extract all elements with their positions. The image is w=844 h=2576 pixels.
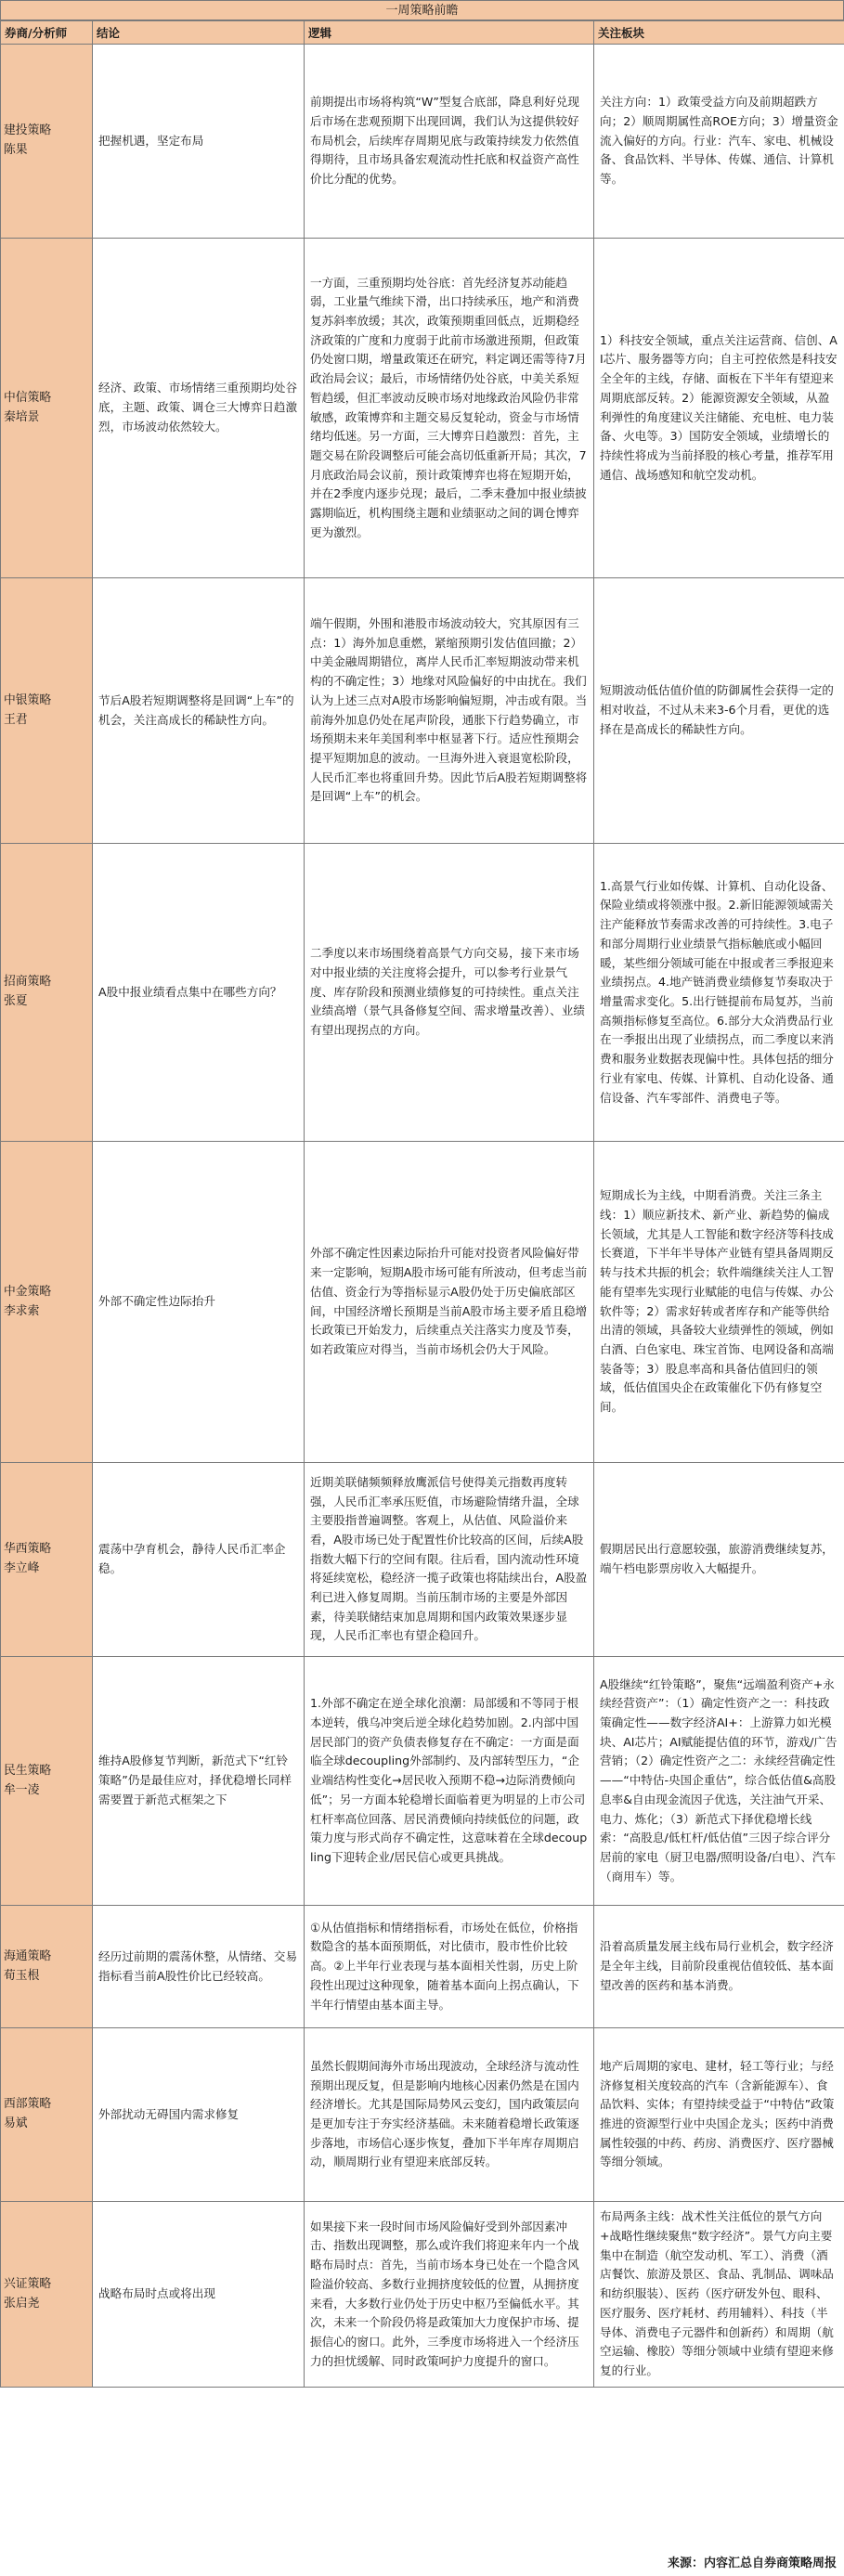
analyst-name: 陈果	[4, 143, 28, 157]
logic-cell: 如果接下来一段时间市场风险偏好受到外部因素冲击、指数出现调整，那么或许我们将迎来年内一个战略布局时点：首先，当前市场本身已处在一个隐含风险溢价较高、多数行业拥挤度较低的位置，从拥挤度来看，大多数行业仍处于历史中枢乃至偏低水平。其次，未来一个阶段仍将是政策加大力度保护市场、提振信心的窗口。此外，三季度市场将进入一个经济压力的担忧缓解、同时政策呵护力度提升的窗口。	[305, 2202, 594, 2388]
firm-name: 中信策略	[4, 390, 52, 405]
focus-cell: 1）科技安全领域，重点关注运营商、信创、AI芯片、服务器等方向；自主可控依然是科技安全全年的主线，存储、面板在下半年有望迎来周期底部反转。2）能源资源安全领域，从盈利弹性的角度建议关注储能、充电桩、电力装备、火电等。3）国防安全领域，业绩增长的持续性将成为当前择股的核心考量，推荐军用通信、战场感知和航空发动机。	[594, 239, 844, 578]
table-row	[1, 45, 844, 239]
firm-name: 招商策略	[4, 975, 52, 990]
focus-cell: 沿着高质量发展主线布局行业机会，数字经济是全年主线，目前阶段重视估值较低、基本面望改善的医药和基本消费。	[594, 1906, 844, 2028]
conclusion-cell: 外部不确定性边际抬升	[93, 1142, 305, 1463]
firm-cell	[1, 844, 93, 1142]
firm-cell	[1, 1463, 93, 1657]
header-conclusion: 结论	[93, 21, 305, 45]
focus-cell: 1.高景气行业如传媒、计算机、自动化设备、保险业绩或将领涨中报。2.新旧能源领域需关注产能释放节奏需求改善的可持续性。3.电子和部分周期行业业绩景气指标触底或小幅回暖，某些细分领域可能在中报或者三季报迎来业绩拐点。4.地产链消费业绩修复节奏取决于增量需求变化。5.出行链提前布局复苏，当前高频指标修复至高位。6.部分大众消费品行业在一季报出出现了业绩拐点，而二季度以来消费和服务业数据表现偏中性。具体包括的细分行业有家电、传媒、计算机、自动化设备、通信设备、汽车零部件、消费电子等。	[594, 844, 844, 1142]
logic-cell: 二季度以来市场围绕着高景气方向交易，接下来市场对中报业绩的关注度将会提升，可以参考行业景气度、库存阶段和预测业绩修复的可持续性。重点关注业绩高增（景气具备修复空间、需求增量改善）、业绩有望出现拐点的方向。	[305, 844, 594, 1142]
firm-cell	[1, 2202, 93, 2388]
logic-cell: 端午假期，外围和港股市场波动较大，究其原因有三点：1）海外加息重燃，紧缩预期引发估值回撤；2）中美金融周期错位，离岸人民币汇率短期波动带来机构的不确定性；3）地缘对风险偏好的中由扰在。我们认为上述三点对A股市场影响偏短期，冲击或有限。当前海外加息仍处在尾声阶段，通胀下行趋势确立，市场预期未来年美国利率中枢显著下行。适应性预期会提平短期加息的波动。一旦海外进入衰退宽松阶段，人民币汇率也将重回升势。因此节后A股若短期调整将是回调“上车”的机会。	[305, 578, 594, 844]
conclusion-cell: 维持A股修复节判断，新范式下“红铃策略”仍是最佳应对，择优稳增长同样需要置于新范式框架之下	[93, 1657, 305, 1906]
strategy-table	[0, 20, 844, 2388]
table-row	[1, 578, 844, 844]
firm-cell	[1, 45, 93, 239]
table-row	[1, 239, 844, 578]
focus-cell: 布局两条主线：战术性关注低位的景气方向+战略性继续聚焦“数字经济”。景气方向主要集中在制造（航空发动机、军工）、消费（酒店餐饮、旅游及景区、食品、乳制品、调味品和纺织服装）、医药（医疗研发外包、眼科、医疗服务、医疗耗材、药用辅料）、科技（半导体、消费电子元器件和创新药）和周期（航空运输、橡胶）等细分领域中业绩有望迎来修复的行业。	[594, 2202, 844, 2388]
source-note: 来源：内容汇总自券商策略周报	[667, 2557, 837, 2570]
focus-cell: 假期居民出行意愿较强，旅游消费继续复苏，端午档电影票房收入大幅提升。	[594, 1463, 844, 1657]
logic-cell: ①从估值指标和情绪指标看，市场处在低位，价格指数隐含的基本面预期低，对比债市，股市性价比较高。②上半年行业表现与基本面相关性弱，历史上阶段性出现过这种现象，随着基本面向上拐点确认，下半年行情望由基本面主导。	[305, 1906, 594, 2028]
analyst-name: 牟一凌	[4, 1782, 40, 1797]
conclusion-cell: 震荡中孕育机会，静待人民币汇率企稳。	[93, 1463, 305, 1657]
analyst-name: 张启尧	[4, 2296, 40, 2311]
logic-cell: 1.外部不确定在逆全球化浪潮：局部缓和不等同于根本逆转，俄乌冲突后逆全球化趋势加剧。2.内部中国居民部门的资产负债表修复存在不确定：一方面是面临全球decoupling外部制约、及内部转型压力，“企业端结构性变化→居民收入预期不稳→边际消费倾向低”；另一方面本轮稳增长面临着更为明显的上市公司杠杆率高位回落、居民消费倾向持续低位的问题，政策力度与形式尚存不确定性，这意味着在全球decoupling下迎转企业/居民信心或更具挑战。	[305, 1657, 594, 1906]
firm-name: 民生策略	[4, 1763, 52, 1778]
firm-cell	[1, 2028, 93, 2202]
firm-name: 中金策略	[4, 1284, 52, 1299]
focus-cell: 短期波动低估值价值的防御属性会获得一定的相对收益，不过从未来3-6个月看，更优的选择在是高成长的稀缺性方向。	[594, 578, 844, 844]
table-row	[1, 1463, 844, 1657]
focus-cell: 短期成长为主线，中期看消费。关注三条主线：1）顺应新技术、新产业、新趋势的偏成长领域，尤其是人工智能和数字经济等科技成长赛道，下半年半导体产业链有望具备周期反转与技术共振的机会；软件端继续关注人工智能有望率先实现行业赋能的电信与传媒、办公软件等；2）需求好转或者库存和产能等供给出清的领域，具备较大业绩弹性的领域，例如白酒、白色家电、珠宝首饰、电网设备和高端装备等；3）股息率高和具备估值回归的领域，低估值国央企在政策催化下仍有修复空间。	[594, 1142, 844, 1463]
analyst-name: 王君	[4, 712, 28, 727]
focus-cell: 地产后周期的家电、建材，轻工等行业；与经济修复相关度较高的汽车（含新能源车）、食品饮料、实体；有望持续受益于“中特估”政策推进的资源型行业中央国企龙头；医药中消费属性较强的中药、药房、消费医疗、医疗器械等细分领域。	[594, 2028, 844, 2202]
analyst-name: 秦培景	[4, 409, 40, 424]
conclusion-cell: 外部扰动无碍国内需求修复	[93, 2028, 305, 2202]
logic-cell: 前期提出市场将构筑“W”型复合底部，降息利好兑现后市场在悲观预期下出现回调，我们认为这提供较好布局机会，后续库存周期见底与政策持续发力依然值得期待，且市场具备宏观流动性托底和权益资产高性价比分配的优势。	[305, 45, 594, 239]
firm-name: 兴证策略	[4, 2276, 52, 2291]
table-row	[1, 2028, 844, 2202]
conclusion-cell: 战略布局时点或将出现	[93, 2202, 305, 2388]
firm-cell	[1, 239, 93, 578]
firm-name: 海通策略	[4, 1948, 52, 1963]
firm-name: 中银策略	[4, 693, 52, 707]
logic-cell: 虽然长假期间海外市场出现波动，全球经济与流动性预期出现反复，但是影响内地核心因素仍然是在国内经济增长。尤其是国际局势风云变幻，国内政策层向是更加专注于夯实经济基础。未来随着稳增长政策逐步落地，市场信心逐步恢复，叠加下半年库存周期启动，顺周期行业有望迎来底部反转。	[305, 2028, 594, 2202]
table-header-row	[1, 21, 844, 45]
conclusion-cell: 把握机遇，坚定布局	[93, 45, 305, 239]
focus-cell: 关注方向：1）政策受益方向及前期超跌方向；2）顺周期属性高ROE方向；3）增量资金流入偏好的方向。行业：汽车、家电、机械设备、食品饮料、半导体、传媒、通信、计算机等。	[594, 45, 844, 239]
conclusion-cell: 经济、政策、市场情绪三重预期均处谷底，主题、政策、调仓三大博弈日趋激烈，市场波动依然较大。	[93, 239, 305, 578]
conclusion-cell: 节后A股若短期调整将是回调“上车”的机会，关注高成长的稀缺性方向。	[93, 578, 305, 844]
analyst-name: 张夏	[4, 994, 28, 1008]
firm-cell	[1, 578, 93, 844]
analyst-name: 荀玉根	[4, 1968, 40, 1983]
table-row	[1, 1906, 844, 2028]
conclusion-cell: A股中报业绩看点集中在哪些方向？	[93, 844, 305, 1142]
header-logic: 逻辑	[305, 21, 594, 45]
header-focus: 关注板块	[594, 21, 844, 45]
firm-name: 西部策略	[4, 2097, 52, 2112]
conclusion-cell: 经历过前期的震荡休整，从情绪、交易指标看当前A股性价比已经较高。	[93, 1906, 305, 2028]
header-firm: 券商/分析师	[1, 21, 93, 45]
analyst-name: 李求索	[4, 1303, 40, 1318]
table-row	[1, 844, 844, 1142]
firm-cell	[1, 1657, 93, 1906]
table-row	[1, 1657, 844, 1906]
table-row	[1, 2202, 844, 2388]
page-title: 一周策略前瞻	[0, 0, 844, 20]
logic-cell: 一方面，三重预期均处谷底：首先经济复苏动能趋弱，工业量气维续下滑，出口持续承压，地产和消费复苏斜率放缓；其次，政策预期重回低点，近期稳经济政策的广度和力度弱于此前市场激进预期，但政策仍处窗口期，增量政策还在研究，料定调还需等待7月政治局会议；最后，市场情绪仍处谷底，中美关系短暂趋缓，但汇率波动反映市场对地缘政治风险仍非常敏感，政策博弈和主题交易反复轮动，资金与市场情绪均低迷。另一方面，三大博弈日趋激烈：首先，主题交易在阶段调整后可能会高切低重新开局；其次，7月底政治局会议前，预计政策博弈也将在短期开始，并在2季度内逐步兑现；最后，二季末叠加中报业绩披露期临近，机构围绕主题和业绩驱动之间的调仓博弈更为激烈。	[305, 239, 594, 578]
firm-name: 华西策略	[4, 1542, 52, 1557]
firm-name: 建投策略	[4, 123, 52, 138]
firm-cell	[1, 1142, 93, 1463]
analyst-name: 李立峰	[4, 1561, 40, 1575]
focus-cell: A股继续“红铃策略”，聚焦“远端盈利资产+永续经营资产”：（1）确定性资产之一：科技政策确定性——数字经济AI+：上游算力如光模块、AI芯片；AI赋能提估值的环节，游戏/广告营销；（2）确定性资产之二：永续经营确定性——“中特估-央国企重估”，综合低估值&高股息率&自由现金流因子优选，关注油气开采、电力、炼化；（3）新范式下择优稳增长线索：“高股息/低杠杆/低估值”三因子综合评分居前的家电（厨卫电器/照明设备/白电）、汽车（商用车）等。	[594, 1657, 844, 1906]
analyst-name: 易斌	[4, 2116, 28, 2130]
table-row	[1, 1142, 844, 1463]
logic-cell: 近期美联储频频释放鹰派信号使得美元指数再度转强，人民币汇率承压贬值，市场避险情绪升温，全球主要股指普遍调整。客观上，从估值、风险溢价来看，A股市场已处于配置性价比较高的区间，后续A股指数大幅下行的空间有限。往后看，国内流动性环境将延续宽松，稳经济一揽子政策也将陆续出台，A股盈利已进入修复周期。当前压制市场的主要是外部因素，待美联储结束加息周期和国内政策效果逐步显现，人民币汇率也有望企稳回升。	[305, 1463, 594, 1657]
firm-cell	[1, 1906, 93, 2028]
logic-cell: 外部不确定性因素边际抬升可能对投资者风险偏好带来一定影响，短期A股市场可能有所波动，但考虑当前估值、资金行为等指标显示A股仍处于历史偏底部区间，中国经济增长预期是当前A股市场主要矛盾且稳增长政策已开始发力，后续重点关注落实力度及节奏，如若政策应对得当，当前市场机会仍大于风险。	[305, 1142, 594, 1463]
